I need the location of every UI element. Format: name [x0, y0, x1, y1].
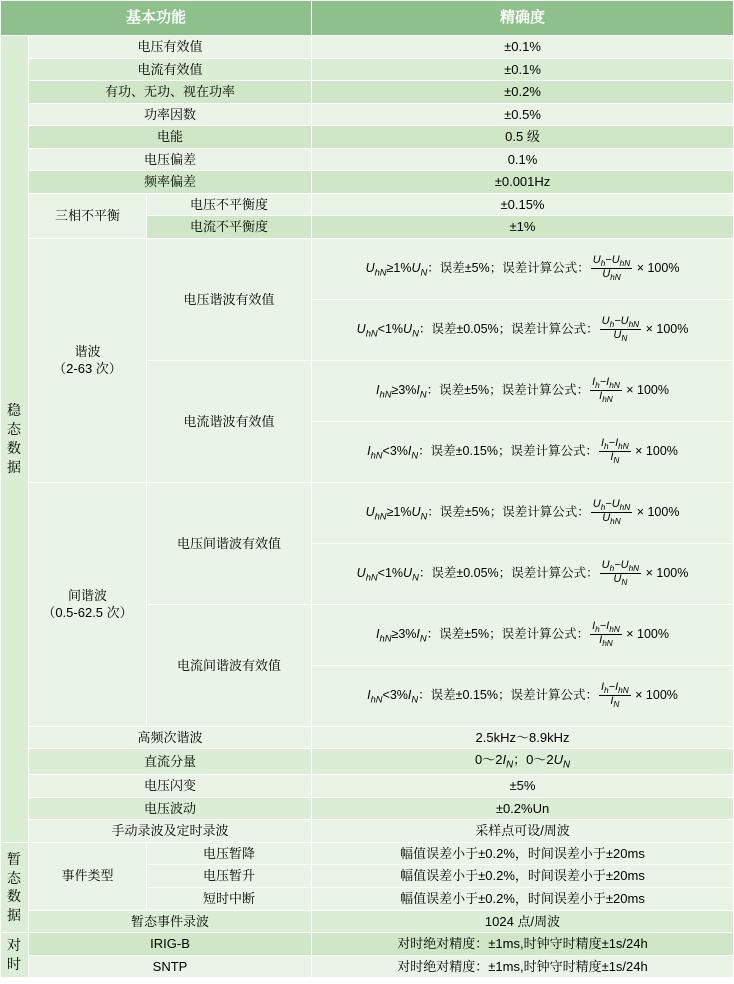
row-label-hf-harmonic: 高频次谐波 — [29, 726, 312, 749]
row-value-interruption: 幅值误差小于±0.2%，时间误差小于±20ms — [312, 887, 734, 910]
table-row — [1, 749, 734, 775]
row-label-interruption: 短时中断 — [147, 887, 312, 910]
row-value-swell: 幅值误差小于±0.2%，时间误差小于±20ms — [312, 865, 734, 888]
formula-harmonic-voltage-lt: $U_{hN}<1\%U_N$：误差±0.05%；误差计算公式： $\frac{U_h-U_{hN}}{U_N}$ × 100% — [312, 299, 734, 360]
formula-harmonic-current-lt: $I_{hN}<3\%I_N$：误差±0.15%；误差计算公式： $\frac{I_h-I_{hN}}{I_N}$ × 100% — [312, 421, 734, 482]
row-value-transient-record: 1024 点/周波 — [312, 910, 734, 933]
table-row — [1, 238, 734, 299]
row-label-voltage-rms: 电压有效值 — [29, 36, 312, 59]
row-value-voltage-unbalance: ±0.15% — [312, 193, 734, 216]
table-row — [1, 726, 734, 749]
row-value-dc-component: $0\sim 2I_N$；$0\sim 2U_N$ — [312, 749, 734, 775]
table-row — [1, 126, 734, 149]
row-label-sag: 电压暂降 — [147, 842, 312, 865]
row-label-current-rms: 电流有效值 — [29, 58, 312, 81]
harmonic-range: （2-63 次） — [53, 361, 122, 377]
row-value-current-rms: ±0.1% — [312, 58, 734, 81]
harmonic-title: 谐波 — [74, 343, 101, 359]
row-value-sag: 幅值误差小于±0.2%，时间误差小于±20ms — [312, 842, 734, 865]
formula-interharmonic-voltage-lt: $U_{hN}<1\%U_N$：误差±0.05%；误差计算公式： $\frac{U_h-U_{hN}}{U_N}$ × 100% — [312, 543, 734, 604]
row-value-freq-deviation: ±0.001Hz — [312, 171, 734, 194]
row-label-interharmonic-voltage: 电压间谐波有效值 — [147, 482, 312, 604]
row-value-flicker: ±5% — [312, 775, 734, 798]
row-value-energy: 0.5 级 — [312, 126, 734, 149]
table-row — [1, 775, 734, 798]
group-label-transient: 暂 态 数 据 — [1, 842, 29, 932]
row-label-power-factor: 功率因数 — [29, 103, 312, 126]
row-label-fluctuation: 电压波动 — [29, 797, 312, 820]
row-label-transient-record: 暂态事件录波 — [29, 910, 312, 933]
table-row — [1, 81, 734, 104]
table-row — [1, 842, 734, 865]
row-label-freq-deviation: 频率偏差 — [29, 171, 312, 194]
table-row — [1, 797, 734, 820]
table-row — [1, 148, 734, 171]
row-label-flicker: 电压闪变 — [29, 775, 312, 798]
table-row — [1, 36, 734, 59]
table-row — [1, 933, 734, 956]
row-label-swell: 电压暂升 — [147, 865, 312, 888]
formula-interharmonic-current-ge: $I_{hN}\ge 3\%I_N$：误差±5%；误差计算公式： $\frac{I_h-I_{hN}}{I_{hN}}$ × 100% — [312, 604, 734, 665]
row-value-hf-harmonic: 2.5kHz～8.9kHz — [312, 726, 734, 749]
formula-harmonic-voltage-ge: $U_{hN}\ge 1\%U_N$：误差±5%；误差计算公式： $\frac{U_h-U_{hN}}{U_{hN}}$ × 100% — [312, 238, 734, 299]
table-row — [1, 58, 734, 81]
interharmonic-title: 间谐波 — [67, 587, 107, 603]
row-value-fluctuation: ±0.2%Un — [312, 797, 734, 820]
row-label-event-type: 事件类型 — [29, 842, 147, 910]
row-label-interharmonic — [29, 482, 147, 726]
table-row — [1, 482, 734, 543]
row-value-power-factor: ±0.5% — [312, 103, 734, 126]
table-row — [1, 171, 734, 194]
table-row — [1, 955, 734, 978]
formula-harmonic-current-ge: $I_{hN}\ge 3\%I_N$：误差±5%；误差计算公式： $\frac{I_h-I_{hN}}{I_{hN}}$ × 100% — [312, 360, 734, 421]
row-label-voltage-deviation: 电压偏差 — [29, 148, 312, 171]
header-accuracy: 精确度 — [312, 1, 734, 36]
table-row — [1, 103, 734, 126]
row-value-voltage-deviation: 0.1% — [312, 148, 734, 171]
table-header-row — [1, 1, 734, 36]
row-label-harmonic — [29, 238, 147, 482]
row-value-sntp: 对时绝对精度：±1ms,时钟守时精度±1s/24h — [312, 955, 734, 978]
row-label-sntp: SNTP — [29, 955, 312, 978]
row-label-energy: 电能 — [29, 126, 312, 149]
row-label-manual-record: 手动录波及定时录波 — [29, 820, 312, 843]
formula-interharmonic-voltage-ge: $U_{hN}\ge 1\%U_N$：误差±5%；误差计算公式： $\frac{U_h-U_{hN}}{U_{hN}}$ × 100% — [312, 482, 734, 543]
formula-interharmonic-current-lt: $I_{hN}<3\%I_N$：误差±0.15%；误差计算公式： $\frac{I_h-I_{hN}}{I_N}$ × 100% — [312, 665, 734, 726]
row-value-power: ±0.2% — [312, 81, 734, 104]
row-label-interharmonic-current: 电流间谐波有效值 — [147, 604, 312, 726]
row-label-unbalance: 三相不平衡 — [29, 193, 147, 238]
row-label-power: 有功、无功、视在功率 — [29, 81, 312, 104]
interharmonic-range: （0.5-62.5 次） — [42, 605, 133, 621]
group-label-timing: 对 时 — [1, 933, 29, 978]
row-label-voltage-unbalance: 电压不平衡度 — [147, 193, 312, 216]
row-value-current-unbalance: ±1% — [312, 216, 734, 239]
header-basic-function: 基本功能 — [1, 1, 312, 36]
row-label-harmonic-voltage: 电压谐波有效值 — [147, 238, 312, 360]
row-value-manual-record: 采样点可设/周波 — [312, 820, 734, 843]
table-row — [1, 910, 734, 933]
row-label-current-unbalance: 电流不平衡度 — [147, 216, 312, 239]
row-label-irigb: IRIG-B — [29, 933, 312, 956]
table-row — [1, 820, 734, 843]
row-label-harmonic-current: 电流谐波有效值 — [147, 360, 312, 482]
group-label-steady: 稳 态 数 据 — [1, 36, 29, 843]
row-label-dc-component: 直流分量 — [29, 749, 312, 775]
table-row — [1, 193, 734, 216]
row-value-irigb: 对时绝对精度：±1ms,时钟守时精度±1s/24h — [312, 933, 734, 956]
row-value-voltage-rms: ±0.1% — [312, 36, 734, 59]
